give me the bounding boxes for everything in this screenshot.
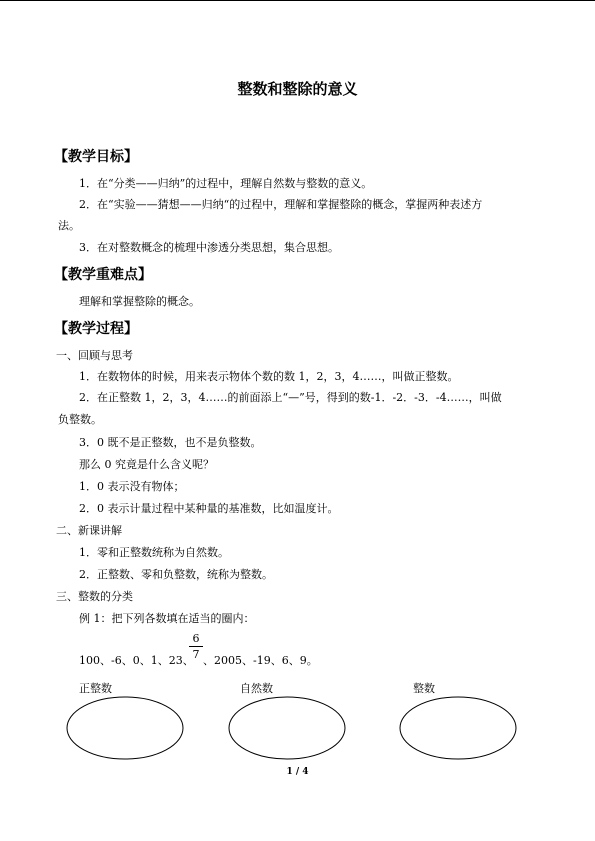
example-prompt: 例 1：把下列各数填在适当的圈内： [79,612,255,625]
answer-item-2: 2．0 表示计量过程中某种量的基准数，比如温度计。 [79,502,339,515]
fraction-denominator: 7 [192,648,200,661]
numbers-after-fraction: 、2005、-19、6、9。 [203,654,318,667]
process-item-1: 1．在数物体的时候，用来表示物体个数的数 1，2，3，4……，叫做正整数。 [79,370,459,383]
fraction-six-sevenths [189,632,203,661]
circle-label-positive-integers: 正整数 [79,682,112,695]
part3-heading: 三、整数的分类 [56,590,133,603]
answer-item-1: 1．0 表示没有物体； [79,480,185,493]
process-item-2-cont: 负整数。 [58,413,102,426]
set-circles [0,690,595,770]
numbers-before-fraction: 100、-6、0、1、23、 [79,654,194,667]
circle-integers[interactable] [400,697,516,759]
header-rule [0,0,595,1]
circle-positive-integers[interactable] [67,697,183,759]
process-item-3: 3．0 既不是正整数，也不是负整数。 [79,436,262,449]
section-heading-process: 【教学过程】 [54,321,138,337]
circle-label-natural-numbers: 自然数 [240,682,273,695]
goal-item-1: 1．在“分类——归纳”的过程中，理解自然数与整数的意义。 [79,177,373,190]
goal-item-3: 3．在对整数概念的梳理中渗透分类思想，集合思想。 [79,241,339,254]
key-point-1: 理解和掌握整除的概念。 [79,295,200,308]
page-title: 整数和整除的意义 [237,80,358,98]
fraction-bar [189,646,203,647]
new-item-2: 2．正整数、零和负整数，统称为整数。 [79,568,273,581]
circle-natural-numbers[interactable] [229,697,345,759]
process-item-2: 2．在正整数 1，2，3，4……的前面添上“—”号，得到的数-1．-2．-3．-4……，叫做 [79,391,502,404]
question: 那么 0 究竟是什么含义呢？ [79,458,214,471]
goal-item-2-cont: 法。 [58,219,80,232]
section-heading-key-points: 【教学重难点】 [54,267,152,283]
part2-heading: 二、新课讲解 [56,524,122,537]
fraction-numerator: 6 [192,632,200,645]
part1-heading: 一、回顾与思考 [56,349,133,362]
page-number: 1 / 4 [286,767,309,777]
goal-item-2: 2．在“实验——猜想——归纳“的过程中，理解和掌握整除的概念，掌握两种表述方 [79,198,483,211]
new-item-1: 1．零和正整数统称为自然数。 [79,546,229,559]
section-heading-goals: 【教学目标】 [54,149,138,165]
circle-label-integers: 整数 [413,682,435,695]
